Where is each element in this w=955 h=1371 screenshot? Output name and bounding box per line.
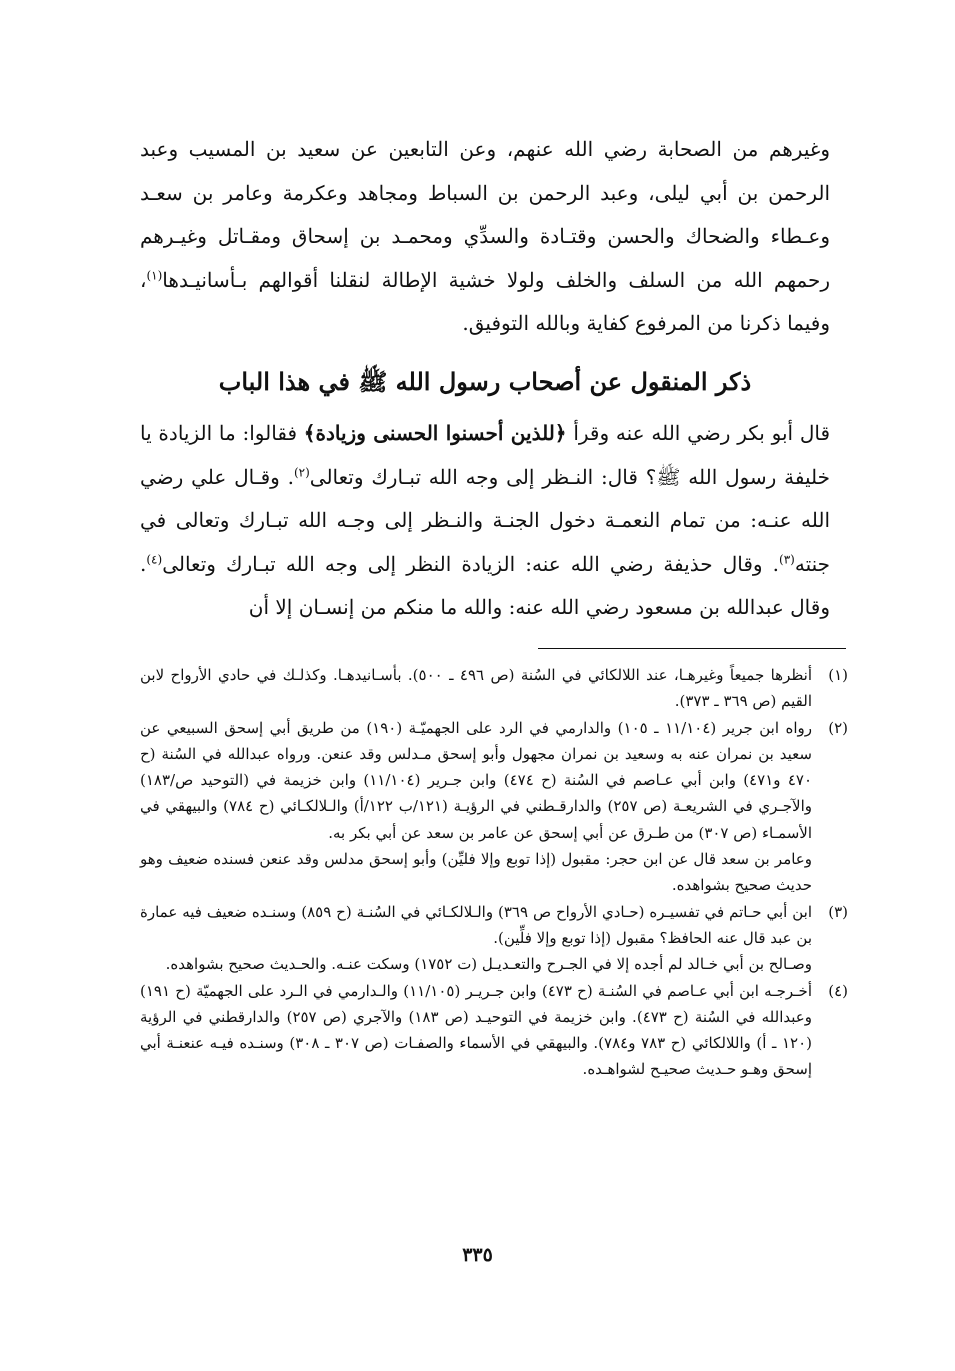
footnote-ref-3: (٣)	[779, 551, 795, 566]
intro-paragraph	[140, 128, 830, 346]
footnote-text: أنظرها جميعاً وغيرهـا، عند اللالكائي في السُنة (ص ٤٩٦ ـ ٥٠٠). بأسـانيدهـا. وكذلـك في حادي الأرواح لابن القيم (ص ٣٦٩ ـ ٣٧٣).	[140, 666, 813, 711]
main-part-2: فقالوا: ما الزيادة يا خليفة رسول الله ﷺ؟ قال: النـظر إلى وجه الله تبـارك وتعالى	[140, 421, 830, 489]
footnote	[140, 899, 848, 978]
footnote-ref-4: (٤)	[146, 551, 163, 566]
footnote-continuation: وصـالح بن أبي خـالد لم أجده إلا في الجـرح والتعـديـل (ت ١٧٥٢) وسكت عنـه. والحـديث صحيح بشواهده.	[165, 955, 812, 974]
main-part-4: . وقال حذيفة رضي الله عنه: الزيادة النظر إلى وجه الله تبـارك وتعالى	[162, 551, 780, 576]
footnote-number: (٣)	[828, 902, 848, 921]
footnote-text: أخـرجـه ابن أبي عـاصم في السُنـة (ح ٤٧٣) وابن جـريـر (١١/١٠٥) والـدارمي في الـرد على الجهميّة (ح ١٩١) وعبدالله في السُنة (ح ٤٧٣). وابن خزيمة في التوحيـد (ص ١٨٣) والآجري (ص ٢٥٧) والدارقطني في الرؤية (١٢٠ ـ أ) واللالكائي (ح ٧٨٣ و٧٨٤). والبيهقي في الأسماء والصفـات (ص ٣٠٧ ـ ٣٠٨) وسنـده فيـه عنعنـة أبي إسحق وهـو حـديث صحيـح لشواهـده.	[140, 981, 813, 1079]
main-part-5: . وقال عبدالله بن مسعود رضي الله عنه: والله ما منكم من إنسـان إلا أن	[140, 551, 830, 619]
footnote-divider	[538, 648, 846, 649]
footnote	[140, 978, 848, 1083]
footnote-text: ابن أبي حـاتم في تفسيـره (حـادي الأرواح ص ٣٦٩) والـلالكـائي في السُنـة (ح ٨٥٩) وسنـده ضعيف فيه عمارة بن عبد قال عنه الحافظ؟ مقبول (إذا توبع وإلا فلِّين).	[140, 902, 812, 947]
footnote-body	[140, 662, 812, 715]
footnote-ref-2: (٢)	[293, 464, 310, 479]
page-number: ٣٣٥	[462, 1244, 493, 1266]
footnote-continuation: وعامر بن سعد قال عن ابن حجر: مقبول (إذا توبع وإلا فليِّن) وأبو إسحق مدلس وقد عنعن فسنده ضعيف وهو حديث صحيح بشواهده.	[140, 850, 812, 895]
main-part-3: . وقـال علي رضي الله عنـه: من تمام النعمـة دخول الجنـة والنـظر إلى وجـه الله تبـارك وتعالى في جنته	[140, 464, 830, 576]
footnote-number: (٤)	[828, 981, 848, 1000]
footnote-number: (٢)	[828, 718, 848, 737]
intro-body: وغيرهم من الصحابة رضي الله عنهم، وعن التابعين عن سعيد بن المسيب وعبد الرحمن بن أبي ليلى، وعبد الرحمن بن السباط ومجاهد وعكرمة وعامر بن سعـد وعـطاء والضحاك والحسن وقتـادة والسدِّي ومحمـد بن إسحاق ومقـاتل وغيـرهم رحمهم الله من السلف والخلف ولولا خشية الإطالة لنقلنا أقوالهم بـأسانيـدها	[140, 137, 830, 292]
footnote-ref-1: (١)	[146, 267, 163, 282]
footnote-text: رواه ابن جرير (١١/١٠٤ ـ ١٠٥) والدارمي في الرد على الجهميّـة (١٩٠) من طريق أبي إسحق السبيعي عن سعيد بن نمران عنه به وسعيد بن نمران مجهول وأبو إسحق مـدلس وقد عنعن. ورواه عبدالله في السُنة (ح ٤٧٠ و٤٧١) وابن أبي عـاصم في السُنة (ح ٤٧٤) وابن جـرير (١١/١٠٤) وابن خزيمة في (التوحيد ص/١٨٣) والآجـري في الشريعـة (ص ٢٥٧) والدارقـطني في الرؤيـة (١٢١/ب ١٢٢/أ) والـلالكـائي (ح ٧٨٤) والبيهقي في الأسمـاء (ص ٣٠٧) من طـرق عن أبي إسحق عن عامر بن سعد عن أبي بكر به.	[140, 718, 813, 842]
footnote	[140, 662, 848, 715]
main-text	[140, 412, 830, 630]
main-part-1: قال أبو بكر رضي الله عنه وقرأ	[573, 421, 831, 445]
footnote-number: (١)	[828, 666, 848, 684]
intro-text	[140, 128, 830, 346]
footnotes	[140, 662, 848, 1083]
footnote-body	[140, 715, 812, 899]
footnote-body	[140, 899, 812, 978]
main-paragraph	[140, 412, 830, 630]
quran-quote: ﴿للذين أحسنوا الحسنى وزيادة﴾	[303, 421, 567, 445]
section-heading: ذكر المنقول عن أصحاب رسول الله ﷺ في هذا الباب	[218, 367, 752, 396]
footnote-body	[140, 978, 812, 1083]
footnote	[140, 715, 848, 899]
intro-tail: ، وفيما ذكرنا من المرفوع كفاية وبالله التوفيق.	[140, 267, 830, 335]
